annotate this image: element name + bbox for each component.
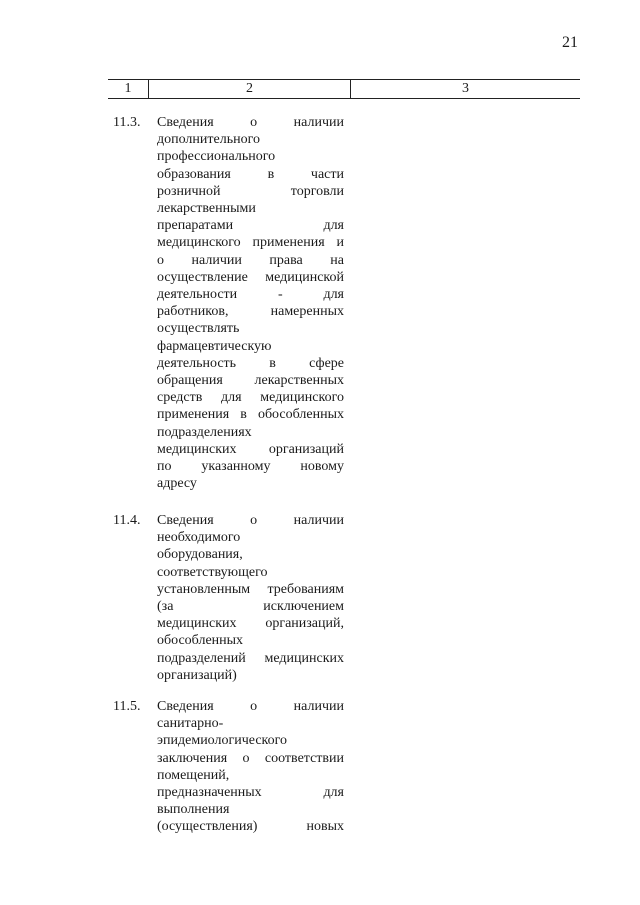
- item-description: [157, 512, 344, 684]
- description-line: обособленных: [157, 633, 244, 649]
- description-line: (осуществления) новых: [157, 819, 344, 835]
- description-line: препаратами для: [157, 218, 344, 234]
- description-line: соответствующего: [157, 564, 268, 580]
- description-line: организаций): [157, 667, 237, 683]
- column-header-3: 3: [462, 81, 469, 96]
- description-line: о наличии права на: [157, 252, 344, 268]
- item-number: 11.3.: [113, 115, 141, 130]
- column-header-1: 1: [124, 81, 132, 96]
- item-description: [157, 698, 344, 836]
- description-line: подразделений медицинских: [157, 650, 344, 666]
- description-line: предназначенных для: [157, 785, 344, 801]
- description-line: осуществлять: [157, 321, 240, 337]
- description-line: фармацевтическую: [157, 338, 272, 354]
- item-number: 11.5.: [113, 699, 141, 714]
- description-line: адресу: [157, 476, 197, 492]
- description-line: (за исключением: [157, 599, 344, 615]
- description-line: эпидемиологического: [157, 733, 288, 749]
- description-line: оборудования,: [157, 547, 243, 563]
- description-line: по указанному новому: [157, 459, 344, 475]
- item-description: [157, 114, 344, 492]
- description-line: помещений,: [157, 767, 230, 783]
- description-line: профессионального: [157, 149, 276, 165]
- description-line: Сведения о наличии: [157, 513, 344, 528]
- description-line: деятельность в сфере: [157, 355, 344, 371]
- description-line: обращения лекарственных: [157, 373, 344, 389]
- description-line: образования в части: [157, 166, 344, 182]
- table-header-row: [108, 79, 580, 99]
- description-line: дополнительного: [157, 132, 260, 148]
- description-line: медицинского применения и: [157, 235, 344, 251]
- description-line: Сведения о наличии: [157, 115, 344, 130]
- description-line: работников, намеренных: [157, 304, 344, 320]
- description-line: санитарно-: [157, 716, 224, 732]
- column-header-2: 2: [246, 81, 253, 96]
- description-line: установленным требованиям: [157, 581, 344, 597]
- description-line: осуществление медицинской: [157, 269, 344, 285]
- description-line: медицинских организаций: [157, 441, 344, 457]
- description-line: подразделениях: [157, 424, 252, 440]
- description-line: выполнения: [157, 802, 230, 818]
- description-line: средств для медицинского: [157, 390, 344, 406]
- description-line: лекарственными: [157, 201, 256, 217]
- description-line: розничной торговли: [157, 183, 344, 199]
- item-number: 11.4.: [113, 513, 141, 528]
- description-line: заключения о соответствии: [157, 750, 344, 766]
- description-line: применения в обособленных: [157, 407, 344, 423]
- page-number: 21: [562, 34, 578, 51]
- description-line: Сведения о наличии: [157, 699, 344, 714]
- description-line: деятельности - для: [157, 287, 344, 303]
- description-line: необходимого: [157, 530, 241, 546]
- description-line: медицинских организаций,: [157, 616, 344, 632]
